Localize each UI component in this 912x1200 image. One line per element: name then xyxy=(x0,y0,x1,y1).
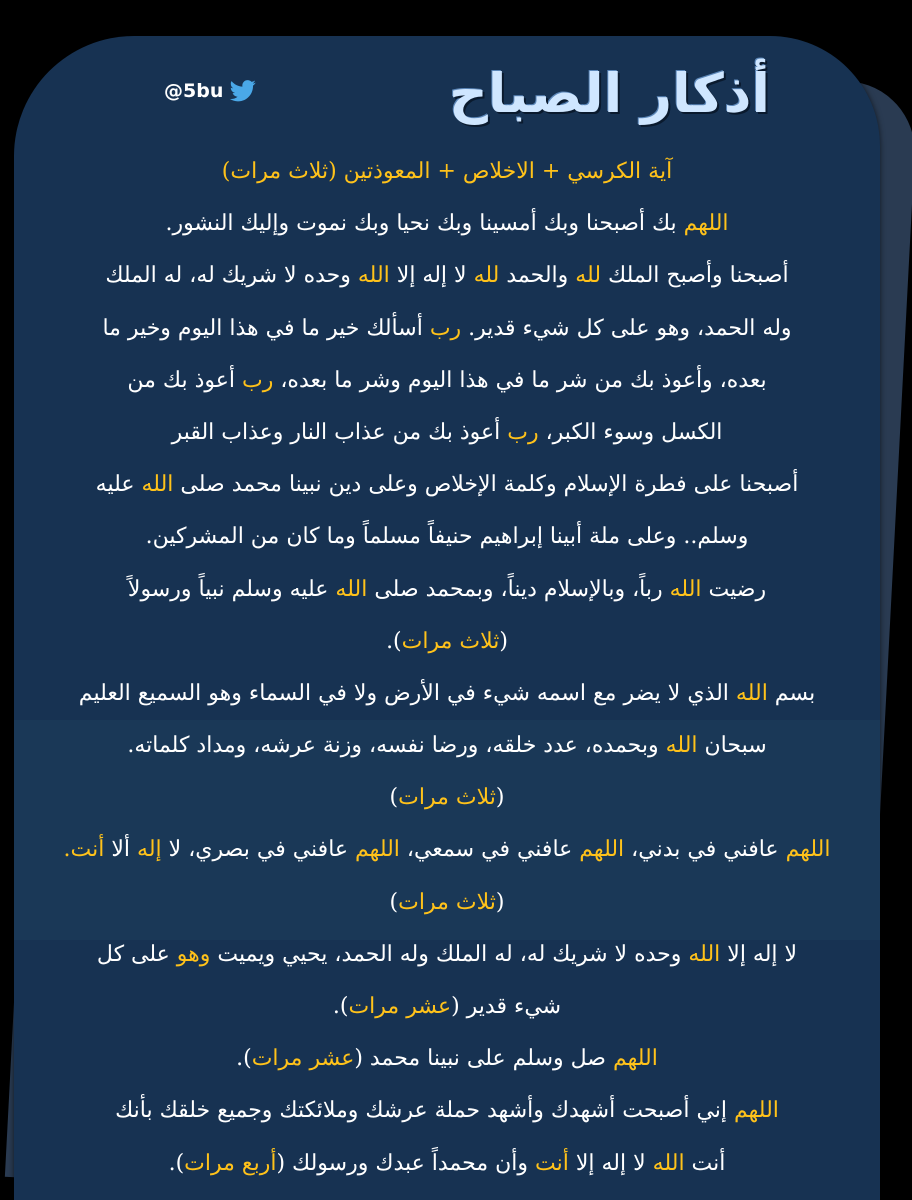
twitter-handle[interactable] xyxy=(164,80,257,102)
text-line xyxy=(44,1085,850,1137)
text-segment: عليه وسلم نبياً ورسولاً xyxy=(127,576,336,602)
text-segment: وبحمده، عدد خلقه، ورضا نفسه، وزنة عرشه، ومداد كلماته. xyxy=(127,733,666,759)
text-line xyxy=(44,459,850,511)
text-line xyxy=(44,355,850,407)
highlighted-word: اللهم xyxy=(734,1098,779,1124)
highlighted-word: إله xyxy=(137,837,162,863)
text-line xyxy=(44,407,850,459)
text-segment: عافني في سمعي، xyxy=(399,837,580,863)
text-segment: لا إله إلا xyxy=(389,263,474,289)
highlighted-word: رب xyxy=(429,315,462,341)
text-segment: لا إله إلا xyxy=(720,941,798,967)
highlighted-word: الله xyxy=(141,472,174,498)
text-line xyxy=(44,929,850,981)
page-title: أذكار الصباح xyxy=(448,62,770,125)
text-segment: أعوذ بك من عذاب النار وعذاب القبر xyxy=(171,419,508,445)
text-segment: الكسل وسوء الكبر، xyxy=(538,419,723,445)
highlighted-word: لله xyxy=(575,263,602,289)
text-line xyxy=(44,511,850,563)
text-segment: عليه xyxy=(95,472,142,498)
twitter-bird-icon xyxy=(229,80,257,102)
text-segment: والحمد xyxy=(499,263,576,289)
highlighted-word: الله xyxy=(357,263,390,289)
highlighted-word: أنت xyxy=(535,1150,569,1176)
highlighted-word: الله xyxy=(688,941,721,967)
highlighted-word: أربع مرات xyxy=(184,1150,277,1176)
text-line xyxy=(44,616,850,668)
highlighted-word: اللهم xyxy=(785,837,831,863)
highlighted-word: اللهم xyxy=(683,211,729,237)
text-segment: أنت xyxy=(684,1150,726,1176)
highlighted-word: لله xyxy=(473,263,500,289)
text-segment: سبحان xyxy=(697,733,767,759)
highlighted-word: عشر مرات xyxy=(348,994,452,1019)
text-line xyxy=(44,824,850,876)
text-segment: أعوذ بك من xyxy=(127,367,242,393)
text-segment: إني أصبحت أشهدك وأشهد حملة عرشك وملائكتك وجميع خلقك بأنك xyxy=(115,1098,735,1124)
text-segment: بعده، وأعوذ بك من شر ما في هذا اليوم وشر ما بعده، xyxy=(273,367,767,393)
highlighted-word: ثلاث مرات xyxy=(401,628,500,654)
text-line xyxy=(44,720,850,772)
text-segment: أصبحنا على فطرة الإسلام وكلمة الإخلاص وعلى دين نبينا محمد صلى xyxy=(173,472,799,498)
text-line xyxy=(44,250,850,302)
text-segment: ). xyxy=(386,628,402,654)
highlighted-word: اللهم xyxy=(355,837,400,863)
highlighted-word: اللهم xyxy=(612,1046,658,1072)
text-segment: شيء قدير ( xyxy=(451,994,562,1019)
text-segment: ( xyxy=(495,889,505,915)
text-segment: ). xyxy=(236,1046,252,1072)
text-segment: ( xyxy=(495,785,505,811)
text-segment: على كل xyxy=(96,941,177,967)
text-line xyxy=(44,146,850,198)
text-line xyxy=(44,668,850,720)
text-segment: بك أصبحنا وبك أمسينا وبك نحيا وبك نموت وإليك النشور. xyxy=(165,211,684,237)
text-line xyxy=(44,981,850,1033)
text-segment: رضيت xyxy=(701,576,767,602)
highlighted-word: الله xyxy=(665,733,698,759)
text-line xyxy=(44,564,850,616)
highlighted-word: عشر مرات xyxy=(251,1046,355,1072)
text-segment: وله الحمد، وهو على كل شيء قدير. xyxy=(461,315,792,341)
text-segment: لا إله إلا xyxy=(568,1150,653,1176)
highlighted-word: اللهم xyxy=(579,837,625,863)
text-segment: ). xyxy=(332,994,349,1019)
text-segment: ( xyxy=(499,628,508,654)
adhkar-text xyxy=(44,146,850,1190)
text-segment: ) xyxy=(389,889,399,915)
highlighted-word: الله xyxy=(335,576,368,602)
text-segment: ). xyxy=(168,1150,185,1176)
text-line xyxy=(44,198,850,250)
text-line xyxy=(44,303,850,355)
text-line xyxy=(44,772,850,824)
text-segment: ) xyxy=(389,785,399,811)
text-segment: عافني في بدني، xyxy=(624,837,786,863)
text-segment: أصبحنا وأصبح الملك xyxy=(601,263,789,289)
highlighted-word: آية الكرسي + الاخلاص + المعوذتين (ثلاث مرات) xyxy=(221,159,673,184)
text-line xyxy=(44,877,850,929)
text-segment: أسألك خير ما في هذا اليوم وخير ما xyxy=(102,315,430,341)
text-segment: وحده لا شريك له، له الملك xyxy=(105,263,358,289)
text-segment: وسلم.. وعلى ملة أبينا إبراهيم حنيفاً مسلماً وما كان من المشركين. xyxy=(145,524,749,550)
text-segment: رباً، وبالإسلام ديناً، وبمحمد صلى xyxy=(367,576,670,602)
text-segment: وحده لا شريك له، له الملك وله الحمد، يحيي ويميت xyxy=(210,941,689,967)
highlighted-word: وهو xyxy=(176,941,211,967)
text-segment: بسم xyxy=(767,680,816,706)
highlighted-word: الله xyxy=(652,1150,685,1176)
highlighted-word: أنت. xyxy=(63,837,105,863)
text-segment: ألا xyxy=(104,837,138,863)
text-line xyxy=(44,1033,850,1085)
highlighted-word: ثلاث مرات xyxy=(398,785,496,811)
highlighted-word: ثلاث مرات xyxy=(398,889,496,915)
adhkar-card xyxy=(14,36,880,1200)
text-segment: صل وسلم على نبينا محمد ( xyxy=(354,1046,613,1072)
highlighted-word: رب xyxy=(241,367,274,393)
highlighted-word: الله xyxy=(669,576,702,602)
highlighted-word: الله xyxy=(735,680,768,706)
text-segment: عافني في بصري، لا xyxy=(161,837,356,863)
highlighted-word: رب xyxy=(507,419,539,445)
text-segment: الذي لا يضر مع اسمه شيء في الأرض ولا في السماء وهو السميع العليم xyxy=(78,680,736,706)
text-segment: وأن محمداً عبدك ورسولك ( xyxy=(276,1150,536,1176)
handle-text: @5bu xyxy=(164,80,224,102)
text-line xyxy=(44,1138,850,1190)
